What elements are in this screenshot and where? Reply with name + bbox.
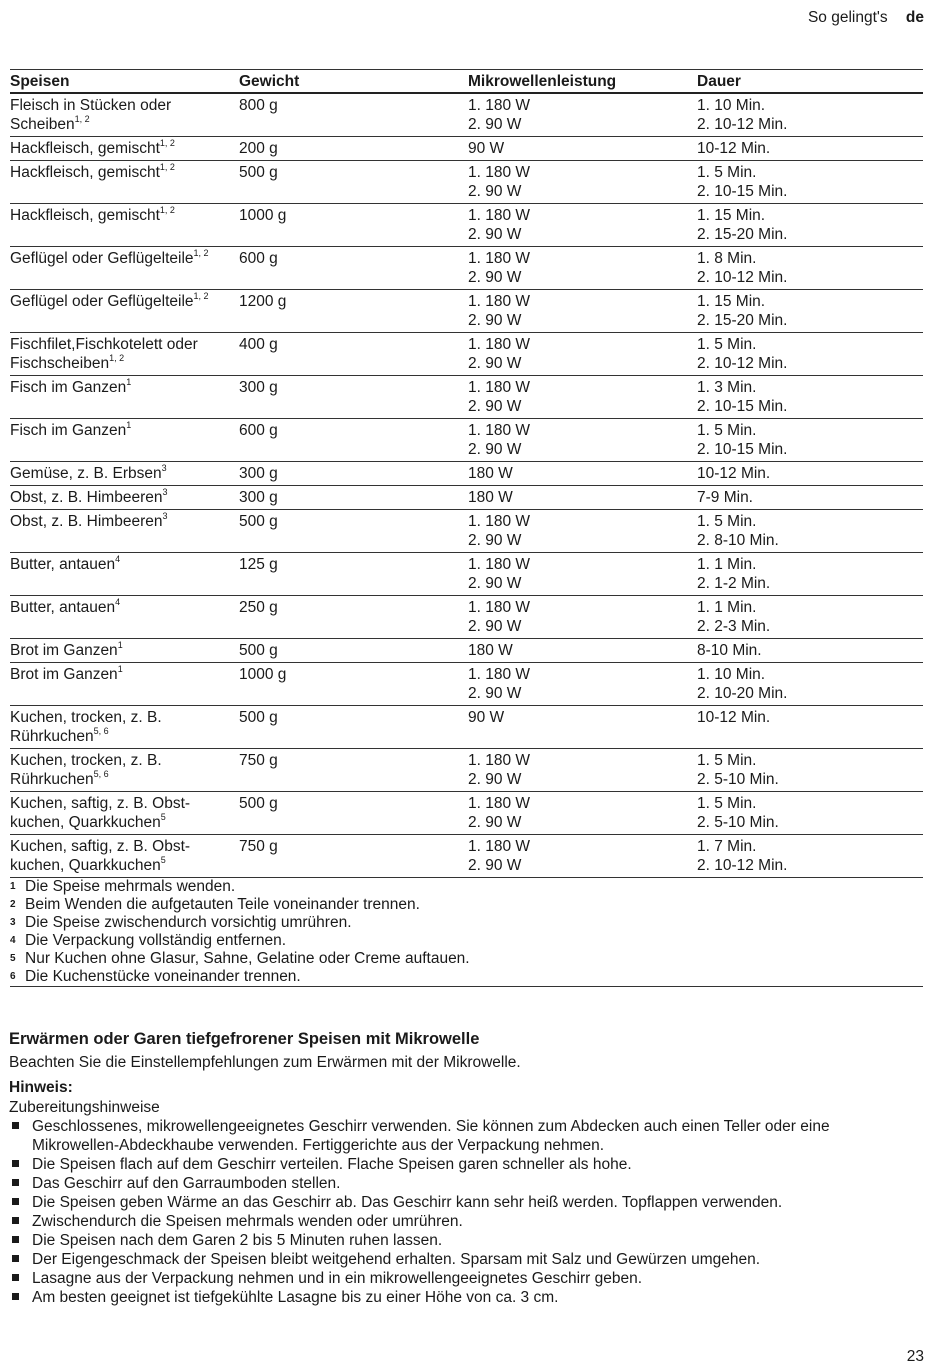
table-row xyxy=(10,290,923,333)
header-speisen: Speisen xyxy=(10,73,70,90)
footnote xyxy=(10,968,923,986)
footnote xyxy=(10,932,923,950)
power-step: 2. 90 W xyxy=(468,269,522,286)
duration-step: 1. 5 Min. xyxy=(697,752,757,769)
power-step: 90 W xyxy=(468,709,505,726)
power-step: 1. 180 W xyxy=(468,97,531,114)
footnote-text: Beim Wenden die aufgetauten Teile voneinander trennen. xyxy=(25,896,420,913)
table-row xyxy=(10,462,923,486)
power-cell xyxy=(468,837,697,875)
footnote-number: 2 xyxy=(10,899,16,910)
duration-cell xyxy=(697,378,923,416)
footnote-number: 3 xyxy=(10,917,16,928)
food-cell: Brot im Ganzen$^1$ xyxy=(10,663,123,683)
duration-step: 2. 10-12 Min. xyxy=(697,116,788,133)
footnote-number: 1 xyxy=(10,881,16,892)
table-row xyxy=(10,419,923,462)
power-cell xyxy=(468,555,697,593)
duration-step: 2. 15-20 Min. xyxy=(697,312,788,329)
footnote-ref: 3 xyxy=(162,486,168,497)
food-cell: Fischfilet,Fischkotelett oder Fischscheiben$^{1, 2}$ xyxy=(10,336,198,372)
power-step: 1. 180 W xyxy=(468,422,531,439)
footnote-ref: 5, 6 xyxy=(93,725,109,736)
food-cell: Hackfleisch, gemischt$^{1, 2}$ xyxy=(10,204,175,224)
weight-cell: 800 g xyxy=(239,97,278,114)
footnote-ref: 4 xyxy=(115,553,121,564)
footnote-ref: 3 xyxy=(162,510,168,521)
power-step: 1. 180 W xyxy=(468,513,531,530)
power-step: 1. 180 W xyxy=(468,752,531,769)
duration-step: 10-12 Min. xyxy=(697,140,771,157)
footnote-ref: 1 xyxy=(117,639,123,650)
footnote-number: 5 xyxy=(10,953,16,964)
duration-cell xyxy=(697,335,923,373)
table-header-row xyxy=(10,70,923,94)
weight-cell: 300 g xyxy=(239,465,278,482)
footnote-ref: 1, 2 xyxy=(159,161,175,172)
table-row xyxy=(10,663,923,706)
duration-cell xyxy=(697,464,923,483)
duration-cell xyxy=(697,641,923,660)
power-cell xyxy=(468,421,697,459)
power-cell xyxy=(468,96,697,134)
duration-step: 2. 10-15 Min. xyxy=(697,441,788,458)
power-step: 1. 180 W xyxy=(468,207,531,224)
footnote-text: Nur Kuchen ohne Glasur, Sahne, Gelatine oder Creme auftauen. xyxy=(25,950,470,967)
footnote-ref: 1, 2 xyxy=(193,290,209,301)
power-step: 2. 90 W xyxy=(468,398,522,415)
bullet-square-icon xyxy=(9,1193,32,1212)
power-cell xyxy=(468,378,697,416)
section-title: Erwärmen oder Garen tiefgefrorener Speisen mit Mikrowelle xyxy=(9,1030,480,1048)
list-item xyxy=(9,1269,914,1288)
power-cell xyxy=(468,206,697,244)
weight-cell: 500 g xyxy=(239,164,278,181)
table-row xyxy=(10,333,923,376)
footnote xyxy=(10,878,923,896)
header-dauer: Dauer xyxy=(697,73,741,90)
power-step: 2. 90 W xyxy=(468,441,522,458)
duration-step: 2. 10-20 Min. xyxy=(697,685,788,702)
duration-step: 2. 5-10 Min. xyxy=(697,814,779,831)
weight-cell: 750 g xyxy=(239,838,278,855)
weight-cell: 500 g xyxy=(239,642,278,659)
duration-cell xyxy=(697,421,923,459)
duration-step: 1. 5 Min. xyxy=(697,164,757,181)
page-number: 23 xyxy=(906,1348,924,1365)
bullet-square-icon xyxy=(9,1250,32,1269)
food-cell: Kuchen, saftig, z. B. Obst-kuchen, Quarkkuchen$^5$ xyxy=(10,795,191,831)
footnote-ref: 1, 2 xyxy=(109,352,125,363)
list-item-text: Zwischendurch die Speisen mehrmals wenden oder umrühren. xyxy=(32,1213,463,1230)
duration-cell xyxy=(697,837,923,875)
power-cell xyxy=(468,708,697,746)
food-cell: Hackfleisch, gemischt$^{1, 2}$ xyxy=(10,161,175,181)
list-item-text: Das Geschirr auf den Garraumboden stellen. xyxy=(32,1175,341,1192)
footnote-ref: 5 xyxy=(160,854,166,865)
power-step: 1. 180 W xyxy=(468,838,531,855)
food-cell: Butter, antauen$^4$ xyxy=(10,553,121,573)
power-cell xyxy=(468,249,697,287)
weight-cell: 500 g xyxy=(239,513,278,530)
duration-step: 1. 5 Min. xyxy=(697,795,757,812)
power-cell xyxy=(468,665,697,703)
duration-cell xyxy=(697,665,923,703)
food-cell: Fleisch in Stücken oder Scheiben$^{1, 2}$ xyxy=(10,97,172,133)
duration-step: 1. 15 Min. xyxy=(697,207,766,224)
power-step: 2. 90 W xyxy=(468,575,522,592)
list-item xyxy=(9,1231,914,1250)
power-cell xyxy=(468,163,697,201)
duration-cell xyxy=(697,598,923,636)
duration-step: 1. 7 Min. xyxy=(697,838,757,855)
power-step: 2. 90 W xyxy=(468,312,522,329)
bullet-square-icon xyxy=(9,1288,32,1307)
list-item-text: Der Eigengeschmack der Speisen bleibt weitgehend erhalten. Sparsam mit Salz und Gewürzen umgehen. xyxy=(32,1251,761,1268)
duration-step: 1. 5 Min. xyxy=(697,513,757,530)
power-step: 1. 180 W xyxy=(468,795,531,812)
list-item xyxy=(9,1250,914,1269)
footnote-ref: 1 xyxy=(117,663,123,674)
duration-step: 1. 3 Min. xyxy=(697,379,757,396)
bullet-square-icon xyxy=(9,1231,32,1250)
list-item-text: Geschlossenes, mikrowellengeeignetes Geschirr verwenden. Sie können zum Abdecken auch einen Teller oder eine Mikrowellen-Abdeckhaube verwenden. Fertiggerichte aus der Verpackung nehmen. xyxy=(32,1118,830,1154)
section-intro: Beachten Sie die Einstellempfehlungen zum Erwärmen mit der Mikrowelle. xyxy=(9,1054,521,1071)
footnote-ref: 5, 6 xyxy=(93,768,109,779)
power-step: 2. 90 W xyxy=(468,618,522,635)
table-row xyxy=(10,639,923,663)
list-item-text: Die Speisen geben Wärme an das Geschirr ab. Das Geschirr kann sehr heiß werden. Topflappen verwenden. xyxy=(32,1194,783,1211)
food-cell: Hackfleisch, gemischt$^{1, 2}$ xyxy=(10,137,175,157)
power-cell xyxy=(468,292,697,330)
footnote-ref: 1, 2 xyxy=(74,113,90,124)
duration-step: 1. 5 Min. xyxy=(697,422,757,439)
weight-cell: 500 g xyxy=(239,709,278,726)
duration-cell xyxy=(697,292,923,330)
weight-cell: 300 g xyxy=(239,379,278,396)
duration-step: 2. 1-2 Min. xyxy=(697,575,771,592)
duration-cell xyxy=(697,488,923,507)
list-item-text: Die Speisen flach auf dem Geschirr verteilen. Flache Speisen garen schneller als hohe. xyxy=(32,1156,632,1173)
power-cell xyxy=(468,464,697,483)
weight-cell: 400 g xyxy=(239,336,278,353)
list-item xyxy=(9,1212,914,1231)
duration-cell xyxy=(697,512,923,550)
weight-cell: 1000 g xyxy=(239,666,287,683)
duration-step: 2. 15-20 Min. xyxy=(697,226,788,243)
footnote-text: Die Speise mehrmals wenden. xyxy=(25,878,236,895)
duration-step: 2. 10-12 Min. xyxy=(697,355,788,372)
header-leistung: Mikrowellenleistung xyxy=(468,73,617,90)
section-name: So gelingt's xyxy=(807,9,888,26)
power-step: 1. 180 W xyxy=(468,379,531,396)
list-item xyxy=(9,1155,914,1174)
power-step: 1. 180 W xyxy=(468,336,531,353)
power-cell xyxy=(468,598,697,636)
power-step: 1. 180 W xyxy=(468,250,531,267)
footnote-ref: 1 xyxy=(126,376,132,387)
duration-cell xyxy=(697,708,923,746)
footnote-number: 6 xyxy=(10,971,16,982)
weight-cell: 300 g xyxy=(239,489,278,506)
food-cell: Obst, z. B. Himbeeren$^3$ xyxy=(10,510,168,530)
table-row xyxy=(10,706,923,749)
power-step: 2. 90 W xyxy=(468,183,522,200)
duration-step: 2. 10-12 Min. xyxy=(697,857,788,874)
duration-cell xyxy=(697,794,923,832)
prep-list xyxy=(9,1117,914,1307)
power-step: 1. 180 W xyxy=(468,293,531,310)
power-step: 2. 90 W xyxy=(468,355,522,372)
weight-cell: 750 g xyxy=(239,752,278,769)
power-step: 2. 90 W xyxy=(468,532,522,549)
weight-cell: 500 g xyxy=(239,795,278,812)
power-step: 2. 90 W xyxy=(468,116,522,133)
duration-step: 2. 10-15 Min. xyxy=(697,398,788,415)
table-row xyxy=(10,749,923,792)
duration-step: 2. 8-10 Min. xyxy=(697,532,779,549)
power-step: 2. 90 W xyxy=(468,857,522,874)
note-heading: Hinweis: xyxy=(9,1079,73,1096)
duration-step: 2. 10-15 Min. xyxy=(697,183,788,200)
power-cell xyxy=(468,794,697,832)
footnote-ref: 1, 2 xyxy=(159,137,175,148)
footnote-ref: 5 xyxy=(160,811,166,822)
footnote-ref: 1, 2 xyxy=(159,204,175,215)
footnote-text: Die Speise zwischendurch vorsichtig umrühren. xyxy=(25,914,352,931)
power-step: 180 W xyxy=(468,465,513,482)
duration-step: 2. 2-3 Min. xyxy=(697,618,771,635)
bullet-square-icon xyxy=(9,1117,32,1155)
table-row xyxy=(10,94,923,137)
power-step: 2. 90 W xyxy=(468,226,522,243)
footnote-ref: 1 xyxy=(126,419,132,430)
duration-cell xyxy=(697,555,923,593)
footnote-ref: 3 xyxy=(161,462,167,473)
table-row xyxy=(10,553,923,596)
footnotes xyxy=(10,878,923,987)
table-row xyxy=(10,376,923,419)
defrost-table xyxy=(10,69,923,987)
bullet-square-icon xyxy=(9,1155,32,1174)
footnote-ref: 4 xyxy=(115,596,121,607)
list-item xyxy=(9,1288,914,1307)
list-item xyxy=(9,1117,914,1155)
table-row xyxy=(10,247,923,290)
duration-step: 7-9 Min. xyxy=(697,489,753,506)
footnote xyxy=(10,896,923,914)
power-step: 90 W xyxy=(468,140,505,157)
food-cell: Kuchen, trocken, z. B. Rührkuchen$^{5, 6}$ xyxy=(10,752,162,788)
food-cell: Butter, antauen$^4$ xyxy=(10,596,121,616)
duration-step: 10-12 Min. xyxy=(697,465,771,482)
duration-step: 2. 5-10 Min. xyxy=(697,771,779,788)
power-step: 180 W xyxy=(468,489,513,506)
duration-step: 1. 1 Min. xyxy=(697,599,757,616)
food-cell: Brot im Ganzen$^1$ xyxy=(10,639,123,659)
list-item xyxy=(9,1193,914,1212)
list-item xyxy=(9,1174,914,1193)
duration-step: 8-10 Min. xyxy=(697,642,762,659)
food-cell: Gemüse, z. B. Erbsen$^3$ xyxy=(10,462,167,482)
duration-step: 2. 10-12 Min. xyxy=(697,269,788,286)
food-cell: Fisch im Ganzen$^1$ xyxy=(10,419,132,439)
table-row xyxy=(10,835,923,878)
footnote-ref: 1, 2 xyxy=(193,247,209,258)
power-cell xyxy=(468,641,697,660)
duration-step: 1. 10 Min. xyxy=(697,97,766,114)
table-row xyxy=(10,137,923,161)
bullet-square-icon xyxy=(9,1174,32,1193)
power-step: 1. 180 W xyxy=(468,666,531,683)
page-header xyxy=(808,9,924,27)
duration-cell xyxy=(697,751,923,789)
duration-step: 1. 10 Min. xyxy=(697,666,766,683)
list-item-text: Lasagne aus der Verpackung nehmen und in ein mikrowellengeeignetes Geschirr geben. xyxy=(32,1270,643,1287)
footnote xyxy=(10,914,923,932)
duration-step: 10-12 Min. xyxy=(697,709,771,726)
power-step: 1. 180 W xyxy=(468,164,531,181)
weight-cell: 125 g xyxy=(239,556,278,573)
prep-label: Zubereitungshinweise xyxy=(9,1099,160,1116)
power-cell xyxy=(468,488,697,507)
duration-step: 1. 8 Min. xyxy=(697,250,757,267)
table-row xyxy=(10,161,923,204)
power-cell xyxy=(468,512,697,550)
power-step: 2. 90 W xyxy=(468,685,522,702)
food-cell: Geflügel oder Geflügelteile$^{1, 2}$ xyxy=(10,290,209,310)
table-row xyxy=(10,596,923,639)
food-cell: Fisch im Ganzen$^1$ xyxy=(10,376,132,396)
duration-cell xyxy=(697,206,923,244)
table-row xyxy=(10,510,923,553)
weight-cell: 600 g xyxy=(239,422,278,439)
duration-cell xyxy=(697,96,923,134)
weight-cell: 1000 g xyxy=(239,207,287,224)
power-cell xyxy=(468,751,697,789)
weight-cell: 200 g xyxy=(239,140,278,157)
bullet-square-icon xyxy=(9,1212,32,1231)
language-code: de xyxy=(905,9,924,26)
header-gewicht: Gewicht xyxy=(239,73,300,90)
weight-cell: 250 g xyxy=(239,599,278,616)
food-cell: Obst, z. B. Himbeeren$^3$ xyxy=(10,486,168,506)
bullet-square-icon xyxy=(9,1269,32,1288)
power-step: 1. 180 W xyxy=(468,599,531,616)
weight-cell: 600 g xyxy=(239,250,278,267)
food-cell: Geflügel oder Geflügelteile$^{1, 2}$ xyxy=(10,247,209,267)
power-cell xyxy=(468,335,697,373)
duration-step: 1. 1 Min. xyxy=(697,556,757,573)
footnote-text: Die Kuchenstücke voneinander trennen. xyxy=(25,968,301,985)
footnote-number: 4 xyxy=(10,935,16,946)
power-cell xyxy=(468,139,697,158)
power-step: 2. 90 W xyxy=(468,814,522,831)
duration-step: 1. 15 Min. xyxy=(697,293,766,310)
list-item-text: Am besten geeignet ist tiefgekühlte Lasagne bis zu einer Höhe von ca. 3 cm. xyxy=(32,1289,559,1306)
footnote xyxy=(10,950,923,968)
duration-cell xyxy=(697,139,923,158)
power-step: 1. 180 W xyxy=(468,556,531,573)
food-cell: Kuchen, saftig, z. B. Obst-kuchen, Quarkkuchen$^5$ xyxy=(10,838,191,874)
list-item-text: Die Speisen nach dem Garen 2 bis 5 Minuten ruhen lassen. xyxy=(32,1232,443,1249)
duration-cell xyxy=(697,249,923,287)
table-row xyxy=(10,792,923,835)
footnote-text: Die Verpackung vollständig entfernen. xyxy=(25,932,287,949)
weight-cell: 1200 g xyxy=(239,293,287,310)
table-row xyxy=(10,204,923,247)
table-row xyxy=(10,486,923,510)
power-step: 2. 90 W xyxy=(468,771,522,788)
duration-step: 1. 5 Min. xyxy=(697,336,757,353)
duration-cell xyxy=(697,163,923,201)
food-cell: Kuchen, trocken, z. B. Rührkuchen$^{5, 6}$ xyxy=(10,709,162,745)
power-step: 180 W xyxy=(468,642,513,659)
